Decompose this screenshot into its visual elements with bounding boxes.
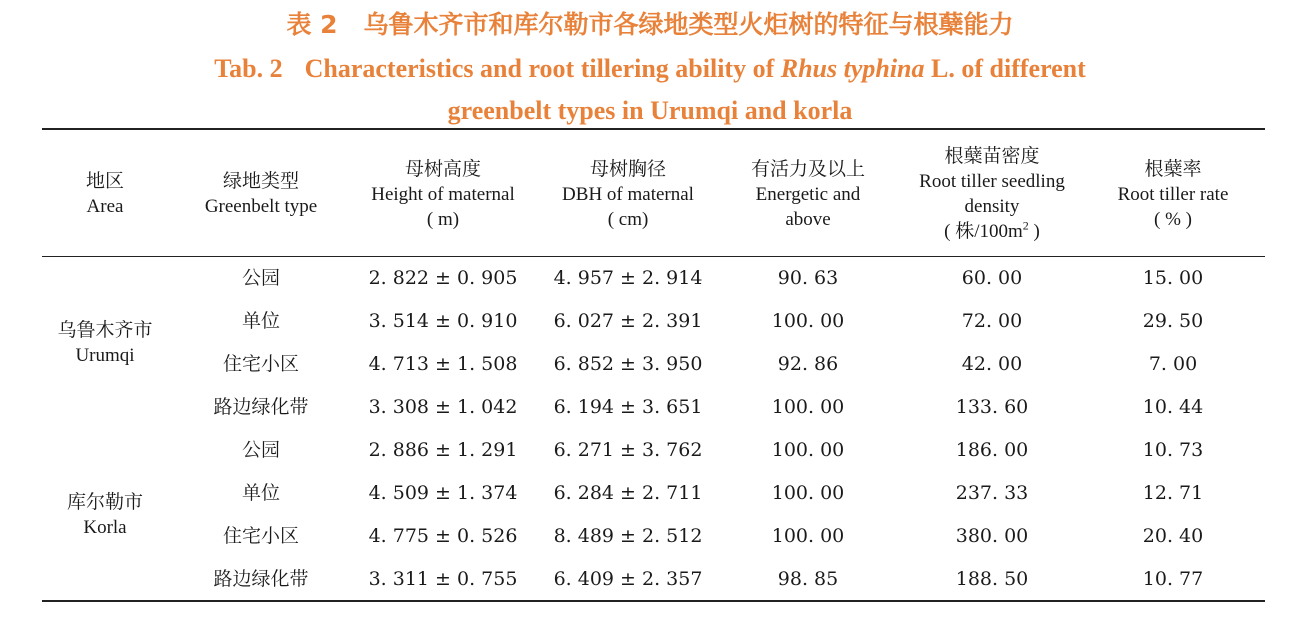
- header-density: 根蘖苗密度 Root tiller seedling density ( 株$/100m^2$ ): [919, 145, 1065, 242]
- area-urumqi: 乌鲁木齐市 Urumqi: [57, 319, 153, 366]
- cell-height: 2. 822 ± 0. 905: [368, 267, 518, 289]
- table-label-zh: 表 2: [286, 10, 338, 39]
- cell-energetic: 92. 86: [777, 353, 839, 375]
- cell-dbh: 6. 409 ± 2. 357: [553, 568, 703, 590]
- cell-density: 188. 50: [955, 568, 1029, 590]
- cell-density: 42. 00: [961, 353, 1023, 375]
- cell-type: 公园: [241, 267, 280, 289]
- caption-en-part2: L. of different: [931, 54, 1086, 83]
- table-title-zh: [0, 6, 1300, 44]
- cell-density: 380. 00: [955, 525, 1029, 547]
- species-name: Rhus typhina: [780, 54, 925, 83]
- cell-dbh: 4. 957 ± 2. 914: [553, 267, 703, 289]
- cell-height: 3. 308 ± 1. 042: [368, 396, 518, 418]
- cell-density: 72. 00: [961, 310, 1023, 332]
- cell-energetic: 100. 00: [771, 482, 845, 504]
- table-top-rule: [42, 128, 1265, 130]
- cell-density: 60. 00: [961, 267, 1023, 289]
- cell-height: 4. 713 ± 1. 508: [368, 353, 518, 375]
- cell-energetic: 100. 00: [771, 310, 845, 332]
- cell-type: 路边绿化带: [213, 568, 309, 590]
- cell-rate: 15. 00: [1142, 267, 1204, 289]
- cell-dbh: 6. 194 ± 3. 651: [553, 396, 703, 418]
- header-greenbelt-type: 绿地类型 Greenbelt type: [204, 170, 318, 217]
- cell-type: 路边绿化带: [213, 396, 309, 418]
- cell-rate: 10. 44: [1142, 396, 1204, 418]
- header-rate: 根蘖率 Root tiller rate ( % ): [1117, 157, 1229, 230]
- caption-en-part1: Characteristics and root tillering ability of: [304, 54, 775, 83]
- cell-rate: 10. 73: [1142, 439, 1204, 461]
- cell-dbh: 6. 027 ± 2. 391: [553, 310, 703, 332]
- cell-energetic: 90. 63: [777, 267, 839, 289]
- header-energetic: 有活力及以上 Energetic and above: [750, 157, 865, 230]
- header-height: 母树高度 Height of maternal ( m): [371, 157, 515, 230]
- table-caption-zh: 乌鲁木齐市和库尔勒市各绿地类型火炬树的特征与根蘖能力: [363, 10, 1014, 39]
- cell-type: 住宅小区: [222, 353, 299, 375]
- cell-height: 3. 311 ± 0. 755: [368, 568, 518, 590]
- cell-type: 公园: [241, 439, 280, 461]
- header-dbh: 母树胸径 DBH of maternal ( cm): [562, 157, 694, 230]
- cell-density: 186. 00: [955, 439, 1029, 461]
- cell-rate: 29. 50: [1142, 310, 1204, 332]
- cell-rate: 7. 00: [1148, 353, 1198, 375]
- cell-type: 单位: [241, 482, 280, 504]
- cell-dbh: 8. 489 ± 2. 512: [553, 525, 703, 547]
- cell-energetic: 100. 00: [771, 439, 845, 461]
- area-korla: 库尔勒市 Korla: [66, 491, 143, 538]
- cell-rate: 20. 40: [1142, 525, 1204, 547]
- cell-height: 2. 886 ± 1. 291: [368, 439, 518, 461]
- cell-dbh: 6. 852 ± 3. 950: [553, 353, 703, 375]
- table-label-en: Tab. 2: [214, 54, 283, 83]
- cell-rate: 10. 77: [1142, 568, 1204, 590]
- header-area: 地区 Area: [85, 170, 124, 217]
- cell-energetic: 98. 85: [777, 568, 839, 590]
- cell-energetic: 100. 00: [771, 396, 845, 418]
- cell-dbh: 6. 271 ± 3. 762: [553, 439, 703, 461]
- table-title-en: [0, 48, 1300, 132]
- cell-rate: 12. 71: [1142, 482, 1204, 504]
- cell-density: 237. 33: [955, 482, 1029, 504]
- cell-type: 单位: [241, 310, 280, 332]
- caption-en-line2: greenbelt types in Urumqi and korla: [447, 96, 853, 125]
- cell-energetic: 100. 00: [771, 525, 845, 547]
- cell-density: 133. 60: [955, 396, 1029, 418]
- cell-type: 住宅小区: [222, 525, 299, 547]
- cell-height: 4. 509 ± 1. 374: [368, 482, 518, 504]
- cell-dbh: 6. 284 ± 2. 711: [553, 482, 703, 504]
- cell-height: 3. 514 ± 0. 910: [368, 310, 518, 332]
- cell-height: 4. 775 ± 0. 526: [368, 525, 518, 547]
